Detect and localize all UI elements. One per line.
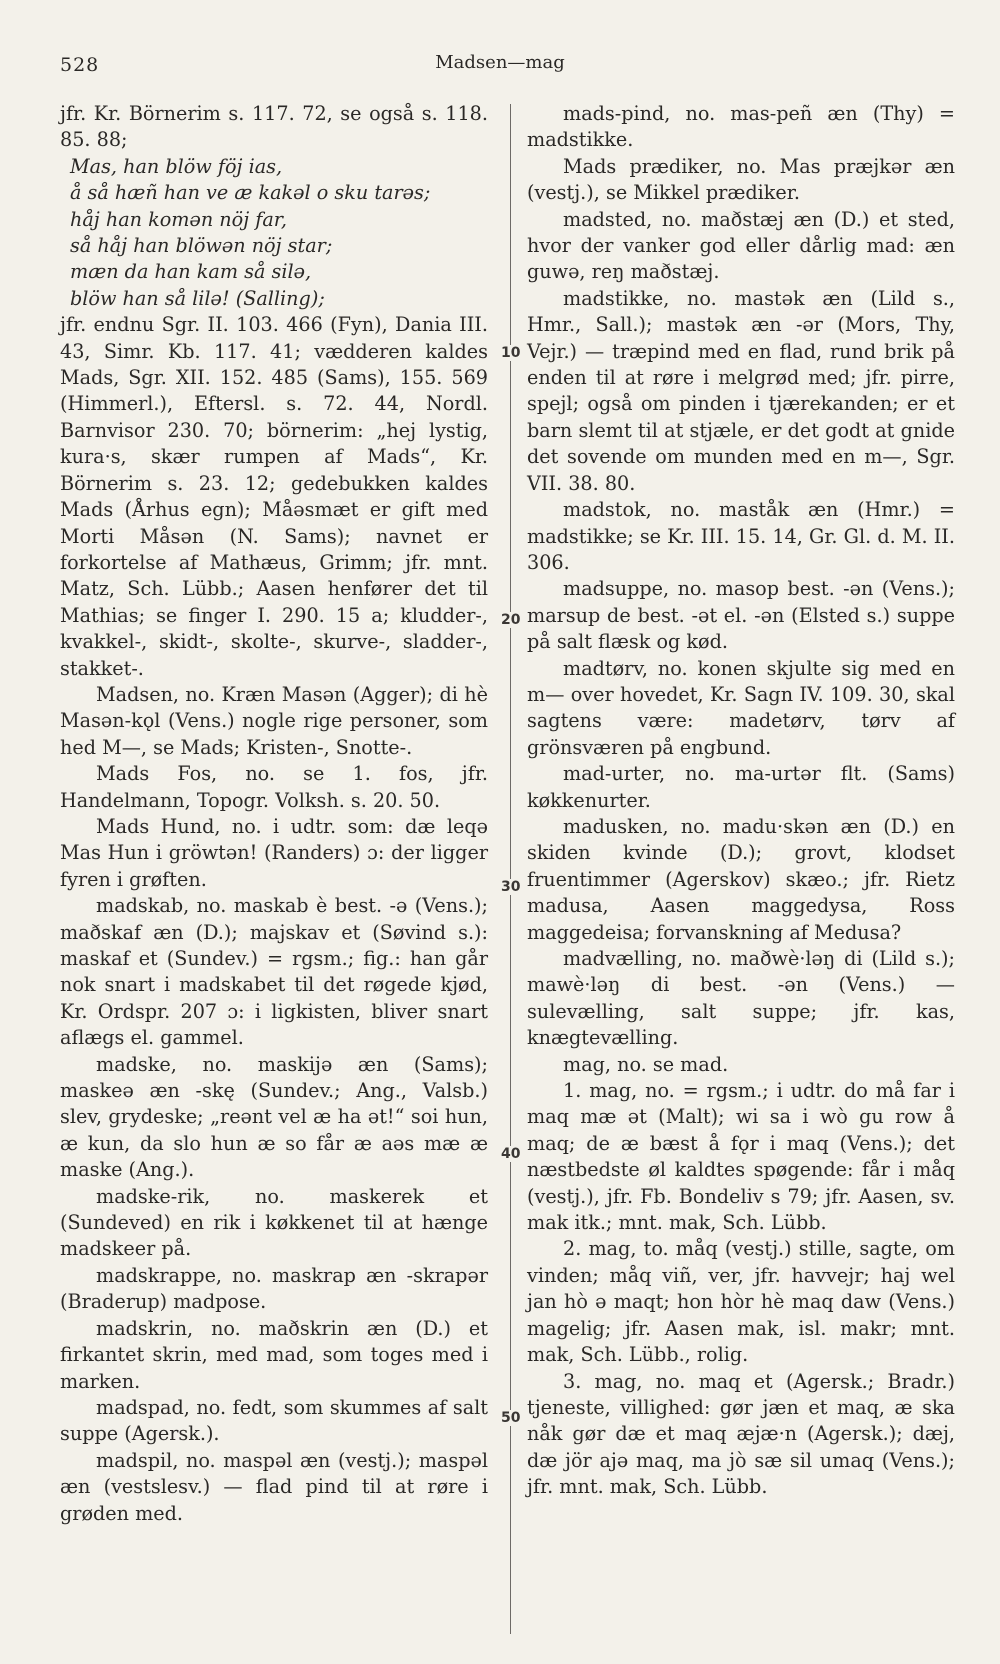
page-header: [60, 50, 940, 80]
right-entry: madusken, no. madu·skən æn (D.) en skiden kvinde (D.); grovt, klodset fruentimmer (Agerskov) skæo.; jfr. Rietz madusa, Aasen maggedysa, Ross maggedeisa; forvanskning af Medusa?: [527, 814, 955, 944]
line-number: 30: [501, 879, 527, 895]
page-number: 528: [60, 54, 100, 76]
left-entry: madskab, no. maskab è best. -ə (Vens.); maðskaf æn (D.); majskav et (Søvind s.): maskaf et (Sundev.) = rgsm.; fig.: han går nok snart i madskabet til det røgede kjød, Kr. Ordspr. 207 ɔ: i ligkisten, bliver snart aflægs el. gammel.: [60, 894, 488, 1050]
left-column: [60, 101, 488, 1527]
right-entry: madstikke, no. mastək æn (Lild s., Hmr., Sall.); mastək æn -ər (Mors, Thy, Vejr.) — træpind med en flad, rund brik på enden til at røre i melgrød med; jfr. pirre, spejl; også om pinden i tjærekanden; er et barn slemt til at stjæle, er det godt at gnide det sovende om munden med en m—, Sgr. VII. 38. 80.: [527, 286, 955, 495]
left-entry: madske-rik, no. maskerek et (Sundeved) en rik i køkkenet til at hænge madskeer på.: [60, 1184, 488, 1261]
right-entry: mad-urter, no. ma-urtər flt. (Sams) køkkenurter.: [527, 762, 955, 812]
left-entry: madskrappe, no. maskrap æn -skrapər (Braderup) madpose.: [60, 1263, 488, 1314]
right-entry: madstok, no. maståk æn (Hmr.) = madstikke; se Kr. III. 15. 14, Gr. Gl. d. M. II. 306.: [527, 498, 955, 574]
line-number: 50: [501, 1410, 527, 1426]
left-entry: madskrin, no. maðskrin æn (D.) et firkantet skrin, med mad, som toges med i marken.: [60, 1316, 488, 1393]
left-entry: jfr. endnu Sgr. II. 103. 466 (Fyn), Dania III. 43, Simr. Kb. 117. 41; vædderen kaldes Mads, Sgr. XII. 152. 485 (Sams), 155. 569 (Himmerl.), Eftersl. s. 72. 44, Nordl. Barnvisor 230. 70; börnerim: „hej lystig, kura·s, skær rumpen af Mads“, Kr. Börnerim s. 23. 12; gedebukken kaldes Mads (Århus egn); Måəsmæt er gift med Morti Måsən (N. Sams); navnet er forkortelse af Mathæus, Grimm; jfr. mnt. Matz, Sch. Lübb.; Aasen henfører det til Mathias; se finger I. 290. 15 a; kludder-, kvakkel-, skidt-, skolte-, skurve-, sladder-, stakket-.: [60, 313, 488, 680]
line-number: 20: [501, 612, 527, 628]
left-verse-line: å så hæñ han ve æ kakəl o sku tarəs;: [70, 181, 431, 205]
right-entry: mag, no. se mad.: [563, 1052, 729, 1076]
column-divider: [510, 104, 511, 1634]
left-verse-line: blöw han så lilə! (Salling);: [70, 286, 325, 310]
right-entry: madtørv, no. konen skjulte sig med en m— over hovedet, Kr. Sagn IV. 109. 30, skal sagtens være: madetørv, tørv af grönsværen på engbund.: [527, 656, 955, 759]
left-entry: Mads Hund, no. i udtr. som: dæ leqə Mas Hun i gröwtən! (Randers) ɔ: der ligger fyren i grøften.: [60, 814, 488, 891]
left-entry: madske, no. maskijə æn (Sams); maskeə æn -skę (Sundev.; Ang., Valsb.) slev, grydeske; „reənt vel æ ha ət!“ soi hun, æ kun, da slo hun æ so får æ aəs mæ æ maske (Ang.).: [60, 1052, 488, 1182]
right-entry: madsted, no. maðstæj æn (D.) et sted, hvor der vanker god eller dårlig mad: æn guwə, reŋ maðstæj.: [527, 207, 955, 284]
right-entry: madvælling, no. maðwè·ləŋ di (Lild s.); mawè·ləŋ di best. -ən (Vens.) — sulevælling, salt suppe; jfr. kas, knægtevælling.: [527, 947, 955, 1050]
right-entry: madsuppe, no. masop best. -ən (Vens.); marsup de best. -ət el. -ən (Elsted s.) suppe på salt flæsk og kød.: [527, 577, 955, 654]
left-verse-line: så håj han blöwən nöj star;: [70, 234, 333, 258]
right-entry: Mads prædiker, no. Mas præjkər æn (vestj.), se Mikkel prædiker.: [527, 154, 955, 205]
left-entry: Mads Fos, no. se 1. fos, jfr. Handelmann, Topogr. Volksh. s. 20. 50.: [60, 762, 488, 812]
left-entry: jfr. Kr. Börnerim s. 117. 72, se også s. 118. 85. 88;: [60, 102, 488, 152]
right-entry: 2. mag, to. måq (vestj.) stille, sagte, om vinden; måq viñ, ver, jfr. havvejr; haj wel jan hò ə maqt; hon hòr hè maq daw (Vens.) magelig; jfr. Aasen mak, isl. makr; mnt. mak, Sch. Lübb., rolig.: [527, 1237, 955, 1367]
left-verse-line: mæn da han kam så silə,: [70, 260, 312, 284]
line-number: 10: [501, 345, 527, 361]
line-number: 40: [501, 1146, 527, 1162]
left-verse-line: Mas, han blöw föj ias,: [70, 154, 283, 178]
left-entry: madspad, no. fedt, som skummes af salt suppe (Agersk.).: [60, 1395, 488, 1446]
left-verse-line: håj han komən nöj far,: [70, 207, 287, 231]
running-head: Madsen—mag: [435, 52, 565, 73]
right-entry: 3. mag, no. maq et (Agersk.; Bradr.) tjeneste, villighed: gør jæn et maq, æ ska nåk gør dæ et maq æjæ·n (Agersk.); dæj, dæ jör ajə maq, ma jò sæ sil umaq (Vens.); jfr. mnt. mak, Sch. Lübb.: [527, 1369, 955, 1499]
right-entry: 1. mag, no. = rgsm.; i udtr. do må far i maq mæ ət (Malt); wi sa i wò gu row å maq; de æ bæst å fǫr i maq (Vens.); det næstbedste øl kaldtes spøgende: får i måq (vestj.), jfr. Fb. Bondeliv s 79; jfr. Aasen, sv. mak itk.; mnt. mak, Sch. Lübb.: [527, 1079, 955, 1235]
right-column: [527, 101, 955, 1501]
right-entry: mads-pind, no. mas-peñ æn (Thy) = madstikke.: [527, 102, 955, 152]
left-entry: madspil, no. maspəl æn (vestj.); maspəl æn (vestslesv.) — flad pind til at røre i grøden med.: [60, 1448, 488, 1525]
left-entry: Madsen, no. Kræn Masən (Agger); di hè Masən-kǫl (Vens.) nogle rige personer, som hed M—, se Mads; Kristen-, Snotte-.: [60, 682, 488, 759]
